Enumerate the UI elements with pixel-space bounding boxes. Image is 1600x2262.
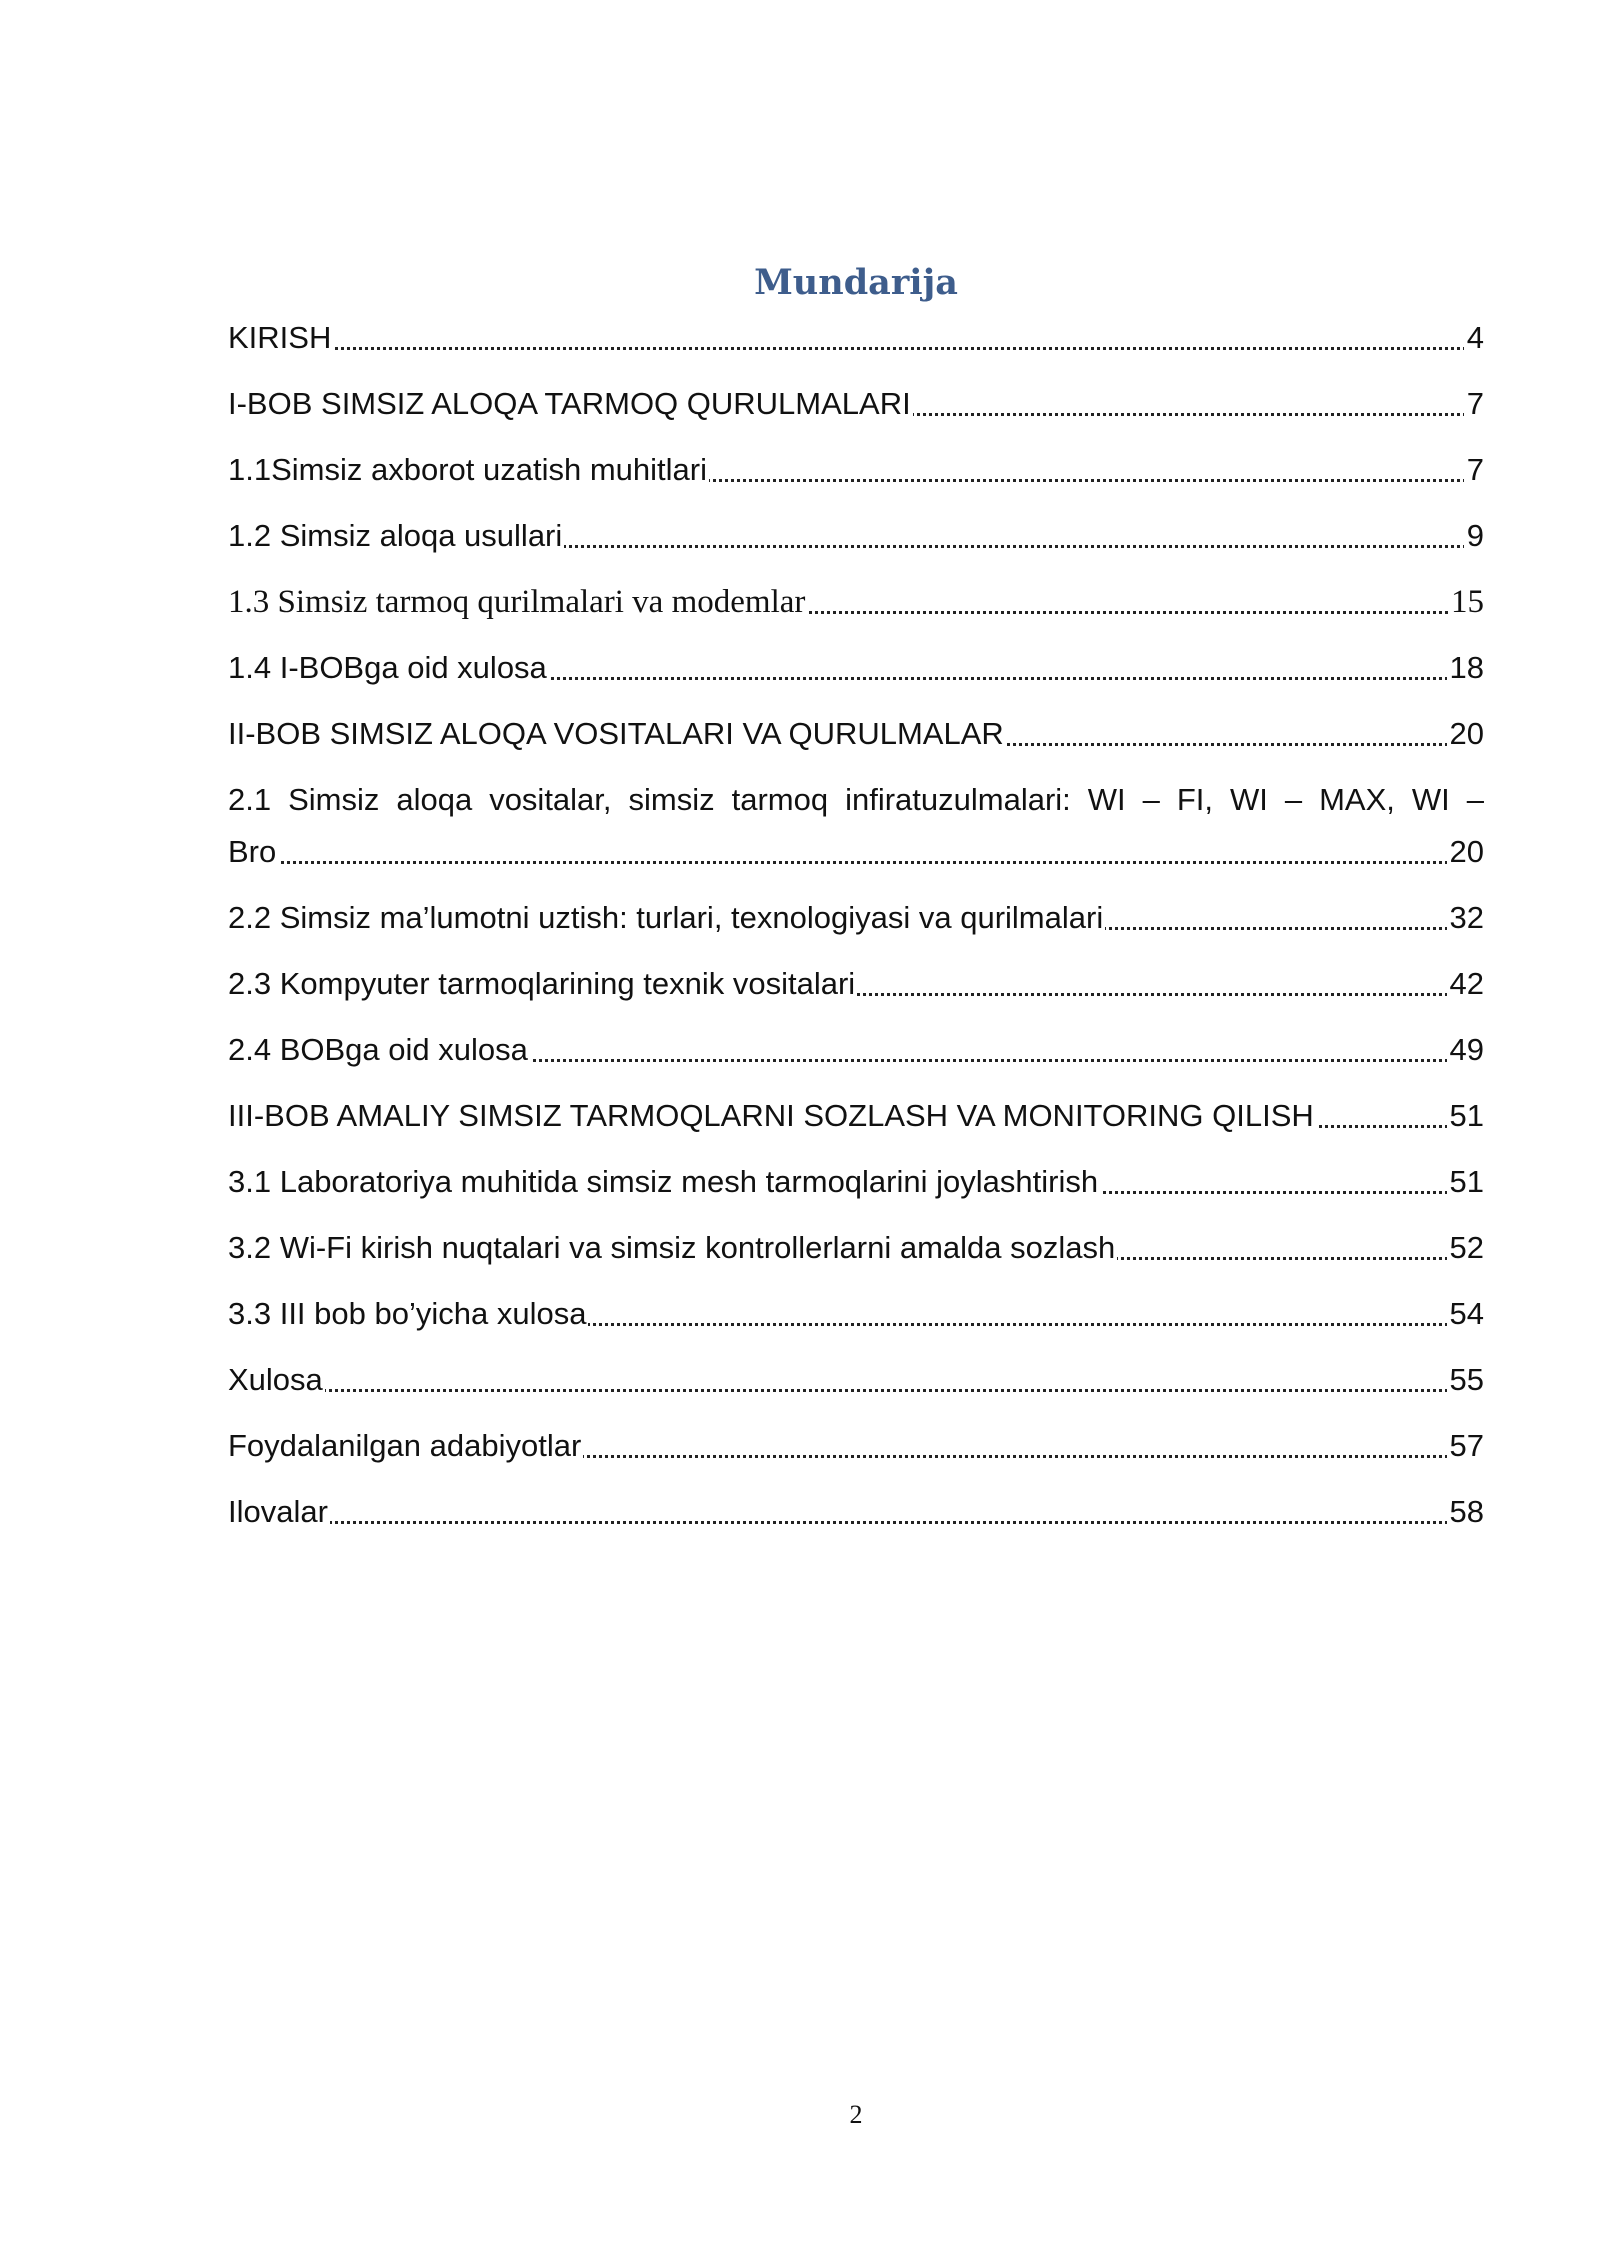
toc-entry-3-1[interactable] <box>228 1156 1484 1208</box>
toc-entry-title-line1: 2.1 Simsiz aloqa vositalar, simsiz tarmoq infiratuzulmalari: WI – FI, WI – MAX, WI – <box>228 782 1484 817</box>
toc-entry-page: 58 <box>1447 1486 1484 1538</box>
toc-entry-page: 20 <box>1447 708 1484 760</box>
toc-entry-title: III-BOB AMALIY SIMSIZ TARMOQLARNI SOZLASH VA MONITORING QILISH <box>228 1098 1314 1133</box>
toc-entry-title: II-BOB SIMSIZ ALOQA VOSITALARI VA QURULMALAR <box>228 716 1004 751</box>
toc-entry-title: Xulosa <box>228 1362 323 1397</box>
toc-entry-title: 3.3 III bob bo’yicha xulosa <box>228 1296 587 1331</box>
toc-entry-page: 51 <box>1447 1156 1484 1208</box>
toc-entry-page: 42 <box>1447 958 1484 1010</box>
toc-entry-title: 1.4 I-BOBga oid xulosa <box>228 650 547 685</box>
toc-entry-2-2[interactable] <box>228 892 1484 944</box>
toc-entry-adabiyotlar[interactable] <box>228 1420 1484 1472</box>
dot-leader <box>228 347 1484 350</box>
toc-entry-1-2[interactable] <box>228 510 1484 562</box>
toc-entry-title: 1.1Simsiz axborot uzatish muhitlari <box>228 452 707 487</box>
toc-entry-1-3[interactable] <box>228 576 1484 628</box>
toc-entry-title: Foydalanilgan adabiyotlar <box>228 1428 582 1463</box>
toc-entry-ilovalar[interactable] <box>228 1486 1484 1538</box>
toc-entry-title: 3.1 Laboratoriya muhitida simsiz mesh tarmoqlarini joylashtirish <box>228 1164 1099 1199</box>
toc-entry-title-line2-row <box>228 826 1484 878</box>
table-of-contents <box>228 312 1484 1552</box>
toc-entry-page: 7 <box>1464 378 1484 430</box>
toc-entry-title: 2.3 Kompyuter tarmoqlarining texnik vositalari <box>228 966 856 1001</box>
toc-entry-2-4[interactable] <box>228 1024 1484 1076</box>
toc-entry-page: 20 <box>1447 826 1484 878</box>
toc-entry-page: 15 <box>1448 576 1484 628</box>
dot-leader <box>228 1389 1484 1392</box>
toc-entry-title: 1.3 Simsiz tarmoq qurilmalari va modemlar <box>228 584 806 620</box>
toc-entry-chapter-3[interactable] <box>228 1090 1484 1142</box>
toc-entry-page: 52 <box>1447 1222 1484 1274</box>
toc-entry-title: 2.4 BOBga oid xulosa <box>228 1032 528 1067</box>
toc-entry-2-1[interactable] <box>228 774 1484 878</box>
toc-entry-page: 4 <box>1464 312 1484 364</box>
toc-entry-chapter-2[interactable] <box>228 708 1484 760</box>
page-number: 2 <box>849 2100 863 2129</box>
toc-entry-page: 54 <box>1447 1288 1484 1340</box>
toc-entry-page: 55 <box>1447 1354 1484 1406</box>
toc-entry-chapter-1[interactable] <box>228 378 1484 430</box>
toc-entry-3-3[interactable] <box>228 1288 1484 1340</box>
toc-entry-title: Ilovalar <box>228 1494 328 1529</box>
toc-entry-title: KIRISH <box>228 320 332 355</box>
toc-entry-1-1[interactable] <box>228 444 1484 496</box>
dot-leader <box>228 861 1484 864</box>
toc-entry-xulosa[interactable] <box>228 1354 1484 1406</box>
toc-entry-page: 32 <box>1447 892 1484 944</box>
toc-title: Mundarija <box>754 262 958 303</box>
toc-entry-title: I-BOB SIMSIZ ALOQA TARMOQ QURULMALARI <box>228 386 911 421</box>
toc-entry-page: 18 <box>1447 642 1484 694</box>
toc-entry-title: 1.2 Simsiz aloqa usullari <box>228 518 563 553</box>
toc-entry-title: 3.2 Wi-Fi kirish nuqtalari va simsiz kontrollerlarni amalda sozlash <box>228 1230 1116 1265</box>
toc-entry-1-4[interactable] <box>228 642 1484 694</box>
dot-leader <box>228 1521 1484 1524</box>
toc-entry-page: 9 <box>1464 510 1484 562</box>
toc-entry-page: 49 <box>1447 1024 1484 1076</box>
toc-entry-3-2[interactable] <box>228 1222 1484 1274</box>
toc-entry-kirish[interactable] <box>228 312 1484 364</box>
toc-entry-page: 7 <box>1464 444 1484 496</box>
toc-entry-page: 57 <box>1447 1420 1484 1472</box>
toc-entry-title: 2.2 Simsiz ma’lumotni uztish: turlari, texnologiyasi va qurilmalari <box>228 900 1104 935</box>
toc-entry-page: 51 <box>1447 1090 1484 1142</box>
toc-entry-title-line2: Bro <box>228 834 277 869</box>
toc-entry-2-3[interactable] <box>228 958 1484 1010</box>
